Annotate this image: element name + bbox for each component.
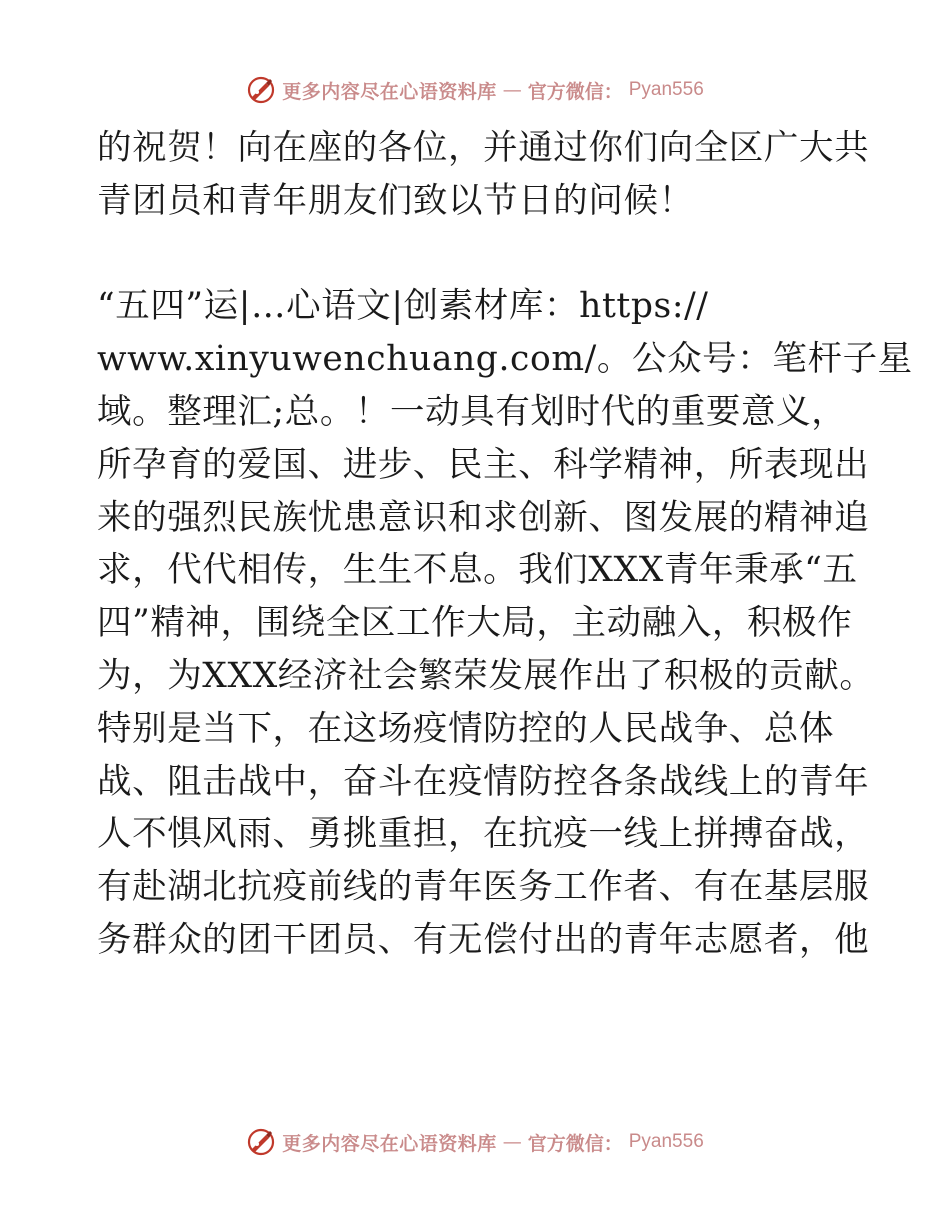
brand-logo-icon xyxy=(246,1127,276,1157)
header-banner-wechat-id: Pyan556 xyxy=(628,79,704,100)
body-line: “五四”运|…心语文|创素材库：https:// xyxy=(97,286,709,327)
body-line: 青团员和青年朋友们致以节日的问候！ xyxy=(97,180,694,221)
document-body xyxy=(97,122,913,967)
body-line: 特别是当下，在这场疫情防控的人民战争、总体 xyxy=(97,708,835,749)
header-banner-separator: — xyxy=(502,79,522,101)
body-line: 务群众的团干团员、有无偿付出的青年志愿者，他 xyxy=(97,919,870,960)
footer-banner-text: 更多内容尽在心语资料库 xyxy=(282,1132,497,1155)
body-line: 有赴湖北抗疫前线的青年医务工作者、有在基层服 xyxy=(97,867,870,908)
body-line: 所孕育的爱国、进步、民主、科学精神，所表现出 xyxy=(97,444,870,485)
header-banner xyxy=(0,70,950,110)
brand-logo-icon xyxy=(246,75,276,105)
header-banner-text: 更多内容尽在心语资料库 xyxy=(282,80,497,103)
body-line: 人不惧风雨、勇挑重担，在抗疫一线上拼搏奋战， xyxy=(97,814,870,855)
body-line: 域。整理汇;总。！一动具有划时代的重要意义， xyxy=(97,391,847,432)
body-line: 求，代代相传，生生不息。我们XXX青年秉承“五 xyxy=(97,550,858,591)
body-line: 四”精神，围绕全区工作大局，主动融入，积极作 xyxy=(97,603,853,644)
footer-banner-label: 官方微信： xyxy=(527,1132,623,1155)
body-line: 战、阻击战中，奋斗在疫情防控各条战线上的青年 xyxy=(97,761,870,802)
body-line: www.xinyuwenchuang.com/。公众号：笔杆子星 xyxy=(97,339,913,380)
body-line: 为，为XXX经济社会繁荣发展作出了积极的贡献。 xyxy=(97,655,875,696)
footer-banner-separator: — xyxy=(502,1131,522,1153)
paragraph-gap xyxy=(97,228,857,281)
footer-banner xyxy=(0,1122,950,1162)
body-line: 来的强烈民族忧患意识和求创新、图发展的精神追 xyxy=(97,497,870,538)
body-line: 的祝贺！向在座的各位，并通过你们向全区广大共 xyxy=(97,128,870,168)
header-banner-label: 官方微信： xyxy=(527,80,623,103)
footer-banner-wechat-id: Pyan556 xyxy=(628,1131,704,1152)
